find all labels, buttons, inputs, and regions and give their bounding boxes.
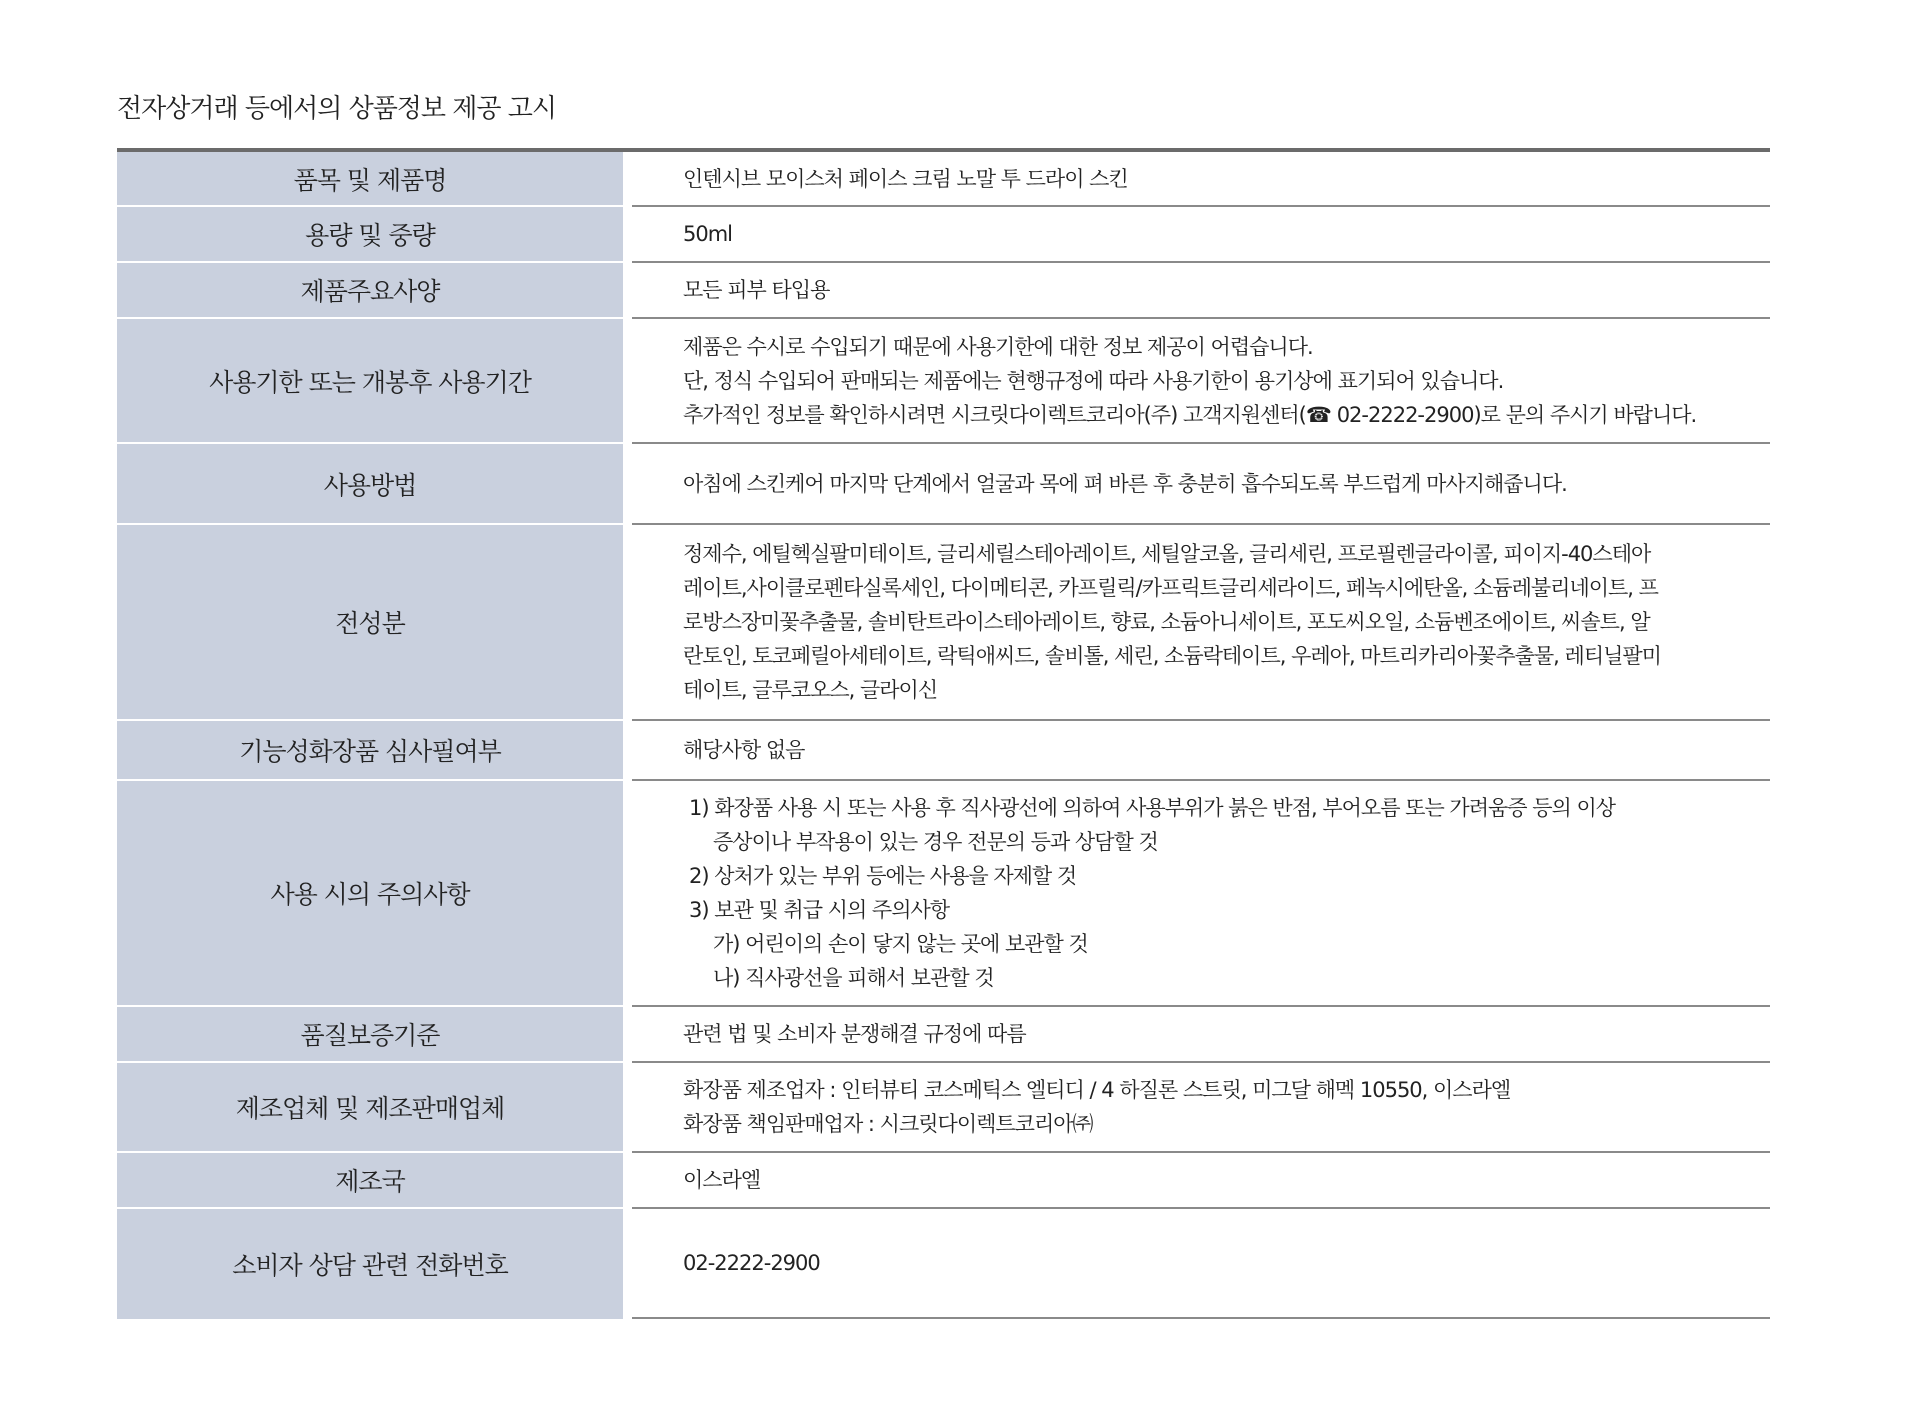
row-label: 제조국	[117, 1153, 623, 1209]
value-line: 모든 피부 타입용	[683, 278, 830, 302]
value-line: 테이트, 글루코오스, 글라이신	[683, 678, 938, 702]
row-main-spec	[117, 263, 1770, 319]
row-value	[632, 1209, 1770, 1319]
row-value	[632, 781, 1770, 1007]
row-label: 사용 시의 주의사항	[117, 781, 623, 1007]
row-quality-standard	[117, 1007, 1770, 1063]
row-capacity	[117, 207, 1770, 263]
row-country	[117, 1153, 1770, 1209]
row-label: 전성분	[117, 525, 623, 721]
value-line: 란토인, 토코페릴아세테이트, 락틱애씨드, 솔비톨, 세린, 소듐락테이트, 우레아, 마트리카리아꽃추출물, 레티닐팔미	[683, 644, 1661, 668]
value-line: 50ml	[683, 222, 733, 246]
value-line: 인텐시브 모이스처 페이스 크림 노말 투 드라이 스킨	[683, 166, 1128, 191]
value-line: 정제수, 에틸헥실팔미테이트, 글리세릴스테아레이트, 세틸알코올, 글리세린, 프로필렌글라이콜, 피이지-40스테아	[683, 542, 1651, 566]
row-manufacturer	[117, 1063, 1770, 1153]
document-title: 전자상거래 등에서의 상품정보 제공 고시	[117, 94, 557, 124]
row-label: 용량 및 중량	[117, 207, 623, 263]
row-usage	[117, 444, 1770, 525]
row-phone	[117, 1209, 1770, 1319]
row-label: 품목 및 제품명	[117, 152, 623, 207]
row-value	[632, 319, 1770, 444]
value-line: 단, 정식 수입되어 판매되는 제품에는 현행규정에 따라 사용기한이 용기상에 표기되어 있습니다.	[683, 368, 1504, 393]
row-value	[632, 1007, 1770, 1063]
row-value	[632, 152, 1770, 207]
value-line: 나) 직사광선을 피해서 보관할 것	[713, 966, 994, 990]
value-line: 증상이나 부작용이 있는 경우 전문의 등과 상담할 것	[713, 830, 1158, 854]
value-line: 이스라엘	[683, 1168, 761, 1192]
value-line: 추가적인 정보를 확인하시려면 시크릿다이렉트코리아(주) 고객지원센터(☎ 02-2222-2900)로 문의 주시기 바랍니다.	[683, 402, 1697, 427]
row-label: 제품주요사양	[117, 263, 623, 319]
row-ingredients	[117, 525, 1770, 721]
value-line: 2) 상처가 있는 부위 등에는 사용을 자제할 것	[689, 864, 1077, 888]
value-line: 화장품 제조업자 : 인터뷰티 코스메틱스 엘티디 / 4 하질론 스트릿, 미그달 해멕 10550, 이스라엘	[683, 1078, 1511, 1102]
row-label: 기능성화장품 심사필여부	[117, 721, 623, 781]
row-label: 사용방법	[117, 444, 623, 525]
value-line: 가) 어린이의 손이 닿지 않는 곳에 보관할 것	[713, 932, 1088, 956]
row-expiry	[117, 319, 1770, 444]
row-value	[632, 207, 1770, 263]
row-precautions	[117, 781, 1770, 1007]
row-value	[632, 263, 1770, 319]
value-line: 아침에 스킨케어 마지막 단계에서 얼굴과 목에 펴 바른 후 충분히 흡수되도록 부드럽게 마사지해줍니다.	[683, 471, 1567, 496]
value-line: 레이트,사이클로펜타실록세인, 다이메티콘, 카프릴릭/카프릭트글리세라이드, 페녹시에탄올, 소듐레불리네이트, 프	[683, 576, 1658, 600]
row-value	[632, 444, 1770, 525]
value-line: 02-2222-2900	[683, 1251, 820, 1275]
value-line: 관련 법 및 소비자 분쟁해결 규정에 따름	[683, 1022, 1026, 1046]
value-line: 화장품 책임판매업자 : 시크릿다이렉트코리아㈜	[683, 1112, 1093, 1136]
row-product-name	[117, 152, 1770, 207]
row-functional-review	[117, 721, 1770, 781]
row-label: 제조업체 및 제조판매업체	[117, 1063, 623, 1153]
value-line: 1) 화장품 사용 시 또는 사용 후 직사광선에 의하여 사용부위가 붉은 반점, 부어오름 또는 가려움증 등의 이상	[689, 796, 1616, 820]
row-value	[632, 1063, 1770, 1153]
value-line: 해당사항 없음	[683, 738, 805, 762]
row-label: 소비자 상담 관련 전화번호	[117, 1209, 623, 1319]
value-line: 3) 보관 및 취급 시의 주의사항	[689, 898, 950, 922]
row-label: 사용기한 또는 개봉후 사용기간	[117, 319, 623, 444]
product-info-table	[117, 148, 1770, 1319]
row-label: 품질보증기준	[117, 1007, 623, 1063]
value-line: 로방스장미꽃추출물, 솔비탄트라이스테아레이트, 향료, 소듐아니세이트, 포도씨오일, 소듐벤조에이트, 씨솔트, 알	[683, 610, 1650, 634]
value-line: 제품은 수시로 수입되기 때문에 사용기한에 대한 정보 제공이 어렵습니다.	[683, 334, 1313, 359]
row-value	[632, 525, 1770, 721]
row-value	[632, 1153, 1770, 1209]
row-value	[632, 721, 1770, 781]
